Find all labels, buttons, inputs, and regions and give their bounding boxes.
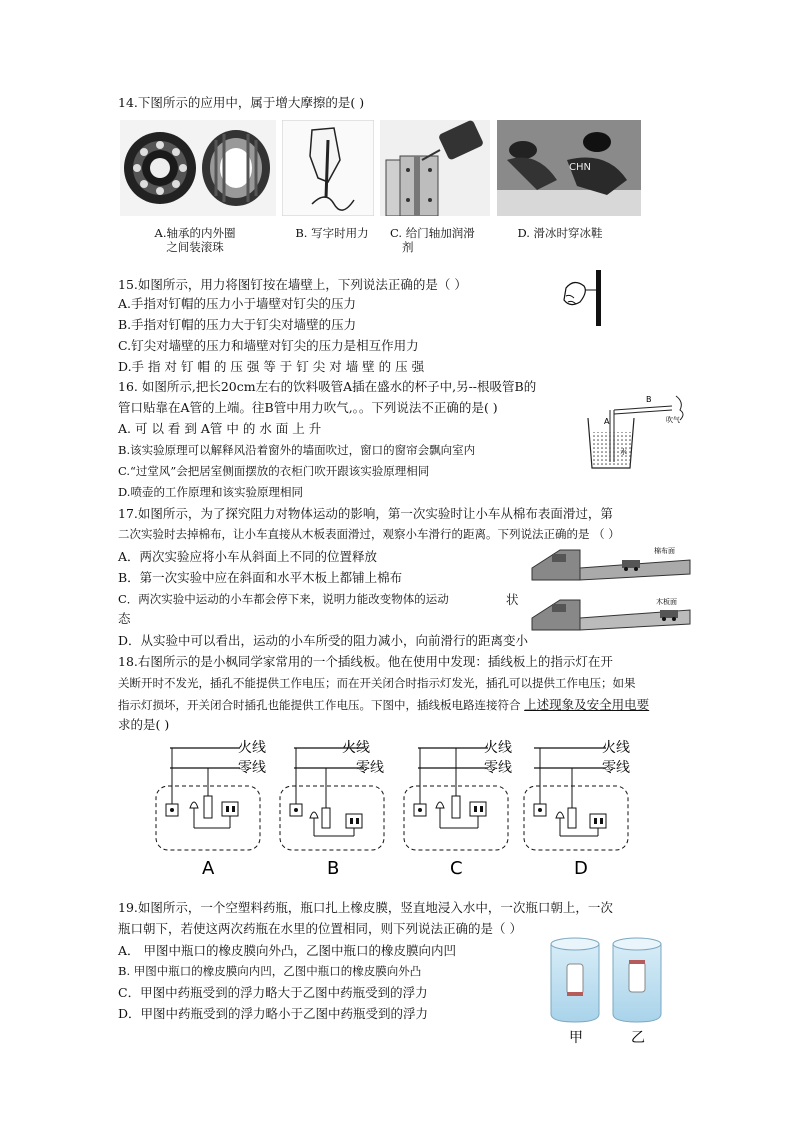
q16-stem-line1: 16. 如图所示,把长20cm左右的饮料吸管A插在盛水的杯子中,另--根吸管B的 xyxy=(118,379,537,394)
q18-stem-line3b: 上述现象及安全用电要 xyxy=(524,697,650,712)
q17-option-d: D．从实验中可以看出，运动的小车所受的阻力减小，向前滑行的距离变小 xyxy=(118,633,529,648)
q18-stem-line3a: 指示灯损坏，开关闭合时插孔也能提供工作电压。下图中，插线板电路连接符合 xyxy=(118,698,521,712)
q14-caption-b: B. 写字时用力 xyxy=(295,226,369,240)
q17-stem-line1: 17.如图所示，为了探究阻力对物体运动的影响，第一次实验时让小车从棉布表面滑过，第 xyxy=(118,506,613,521)
label-blow: 吹气 xyxy=(666,416,680,424)
label-a: A xyxy=(604,417,610,426)
q18-stem-line1: 18.右图所示的是小枫同学家常用的一个插线板。他在使用中发现：插线板上的指示灯在开 xyxy=(118,654,613,669)
q14-caption-c-line1: C. 给门轴加润滑 xyxy=(390,226,475,240)
q14-caption-c-line2: 剂 xyxy=(402,240,414,254)
circuit-d-neutral-label: 零线 xyxy=(602,760,630,776)
label-jia: 甲 xyxy=(569,1030,583,1046)
q17-option-a: A．两次实验应将小车从斜面上不同的位置释放 xyxy=(118,549,378,564)
label-water: 水 xyxy=(620,448,627,456)
circuit-d-live-label: 火线 xyxy=(602,740,630,756)
label-cloth: 棉布面 xyxy=(654,547,675,555)
q16-stem-line2: 管口贴靠在A管的上端。往B管中用力吹气,。。下列说法不正确的是( ) xyxy=(118,400,498,415)
q17-stem-line2: 二次实验时去掉棉布，让小车直接从木板表面滑过，观察小车滑行的距离。下列说法正确的是 （ ） xyxy=(118,527,620,541)
q16-option-a: A. 可 以 看 到 A管 中 的 水 面 上 升 xyxy=(118,421,322,436)
q14-caption-a-line1: A.轴承的内外圈 xyxy=(154,226,236,240)
circuit-label-c: C xyxy=(450,858,463,879)
q16-option-b: B.该实验原理可以解释风沿着窗外的墙面吹过，窗口的窗帘会飘向室内 xyxy=(118,443,476,457)
circuit-c-live-label: 火线 xyxy=(484,740,512,756)
q17-option-c-wrap: 态 xyxy=(118,611,131,626)
circuit-d xyxy=(524,739,630,850)
circuit-c-neutral-label: 零线 xyxy=(484,760,512,776)
q14-caption-d: D. 滑冰时穿冰鞋 xyxy=(517,226,603,240)
q15-option-a: A.手指对钉帽的压力小于墙壁对钉尖的压力 xyxy=(118,296,357,311)
circuit-a-neutral-label: 零线 xyxy=(238,760,266,776)
q17-option-c: C．两次实验中运动的小车都会停下来，说明力能改变物体的运动 xyxy=(118,592,449,606)
straw-cup-figure xyxy=(580,390,690,470)
q15-stem: 15.如图所示，用力将图钉按在墙壁上，下列说法正确的是（ ） xyxy=(118,277,467,292)
q18-stem-line3 xyxy=(118,696,649,714)
ramp-cart-figure xyxy=(530,544,694,636)
label-yi: 乙 xyxy=(631,1030,645,1046)
q15-option-b: B.手指对钉帽的压力大于钉尖对墙壁的压力 xyxy=(118,317,357,332)
q15-option-c: C.钉尖对墙壁的压力和墙壁对钉尖的压力是相互作用力 xyxy=(118,338,419,353)
svg-text:CHN: CHN xyxy=(569,162,591,173)
circuit-label-a: A xyxy=(202,858,215,879)
q17-option-b: B．第一次实验中应在斜面和水平木板上都铺上棉布 xyxy=(118,570,403,585)
hinge-oil-photo xyxy=(380,120,490,216)
circuit-a xyxy=(156,739,266,850)
q18-stem-line4: 求的是( ) xyxy=(118,717,170,732)
circuit-b-live-label: 火线 xyxy=(342,740,370,756)
q14-stem: 14.下图所示的应用中，属于增大摩擦的是( ) xyxy=(118,95,365,110)
thumbtack-figure xyxy=(560,268,608,328)
circuit-b xyxy=(280,739,384,850)
q14-caption-a-line2: 之间装滚珠 xyxy=(166,240,224,254)
label-wood: 木板面 xyxy=(656,598,677,606)
circuit-diagrams xyxy=(150,736,640,881)
q17-option-c-tail: 状 xyxy=(506,592,519,607)
circuit-label-d: D xyxy=(574,858,588,879)
q19-option-d: D．甲图中药瓶受到的浮力略小于乙图中药瓶受到的浮力 xyxy=(118,1006,429,1021)
circuit-b-neutral-label: 零线 xyxy=(356,760,384,776)
circuit-a-live-label: 火线 xyxy=(238,740,266,756)
skating-photo xyxy=(497,120,641,216)
circuit-label-b: B xyxy=(327,858,340,879)
medicine-bottle-figure xyxy=(545,930,675,1048)
q19-option-b: B. 甲图中瓶口的橡皮膜向内凹，乙图中瓶口的橡皮膜向外凸 xyxy=(118,964,422,978)
q19-stem-line1: 19.如图所示，一个空塑料药瓶，瓶口扎上橡皮膜，竖直地浸入水中，一次瓶口朝上，一次 xyxy=(118,900,613,915)
q18-stem-line2: 关断开时不发光，插孔不能提供工作电压；而在开关闭合时指示灯发光，插孔可以提供工作电压；如果 xyxy=(118,676,636,690)
q16-option-c: C.“过堂风”会把居室侧面摆放的衣柜门吹开跟该实验原理相同 xyxy=(118,464,430,478)
circuit-c xyxy=(404,739,512,850)
q19-stem-line2: 瓶口朝下，若使这两次药瓶在水里的位置相同，则下列说法正确的是（ ） xyxy=(118,921,522,936)
q16-option-d: D.喷壶的工作原理和该实验原理相同 xyxy=(118,485,303,499)
q19-option-c: C．甲图中药瓶受到的浮力略大于乙图中药瓶受到的浮力 xyxy=(118,985,428,1000)
label-b: B xyxy=(646,395,652,404)
q19-option-a: A． 甲图中瓶口的橡皮膜向外凸，乙图中瓶口的橡皮膜向内凹 xyxy=(118,943,457,958)
bearing-photo xyxy=(120,120,276,216)
writing-photo xyxy=(282,120,374,216)
q15-option-d: D.手 指 对 钉 帽 的 压 强 等 于 钉 尖 对 墙 壁 的 压 强 xyxy=(118,359,425,374)
